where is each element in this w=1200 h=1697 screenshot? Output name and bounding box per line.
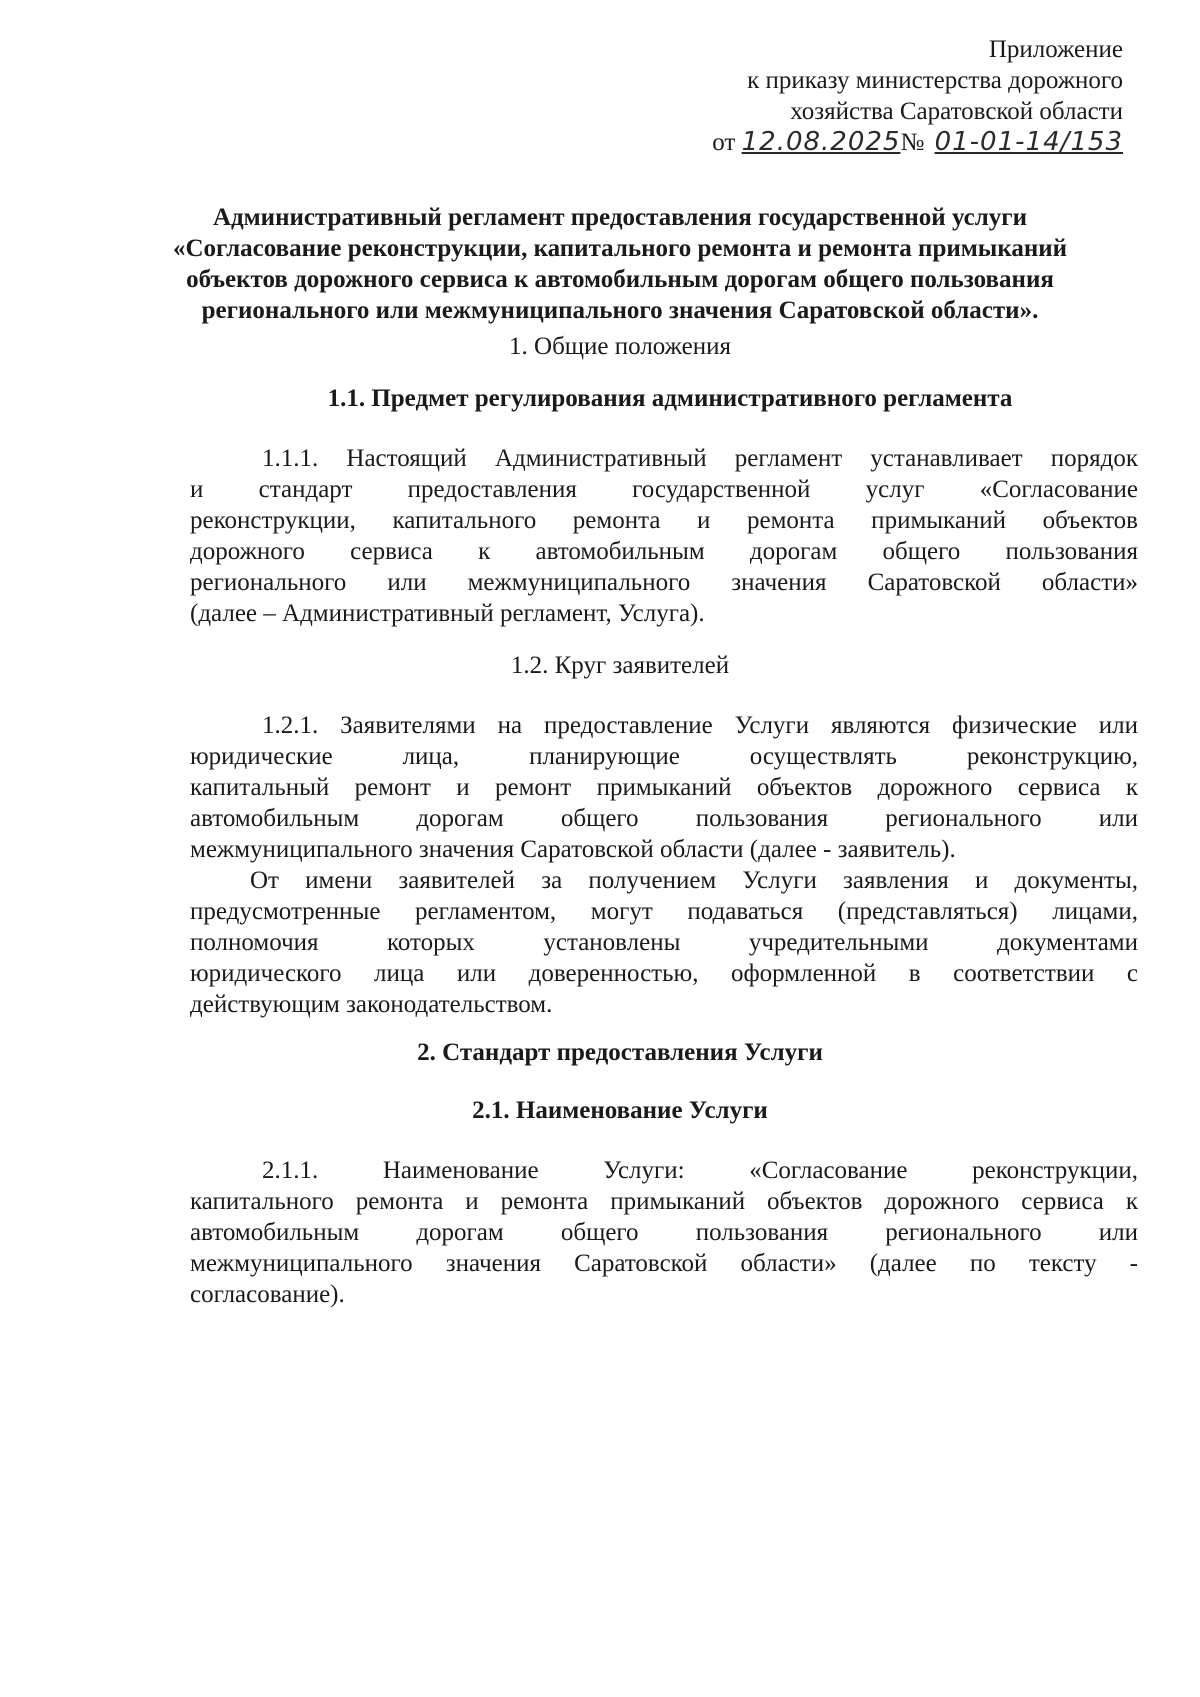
- paragraph-line: и стандарт предоставления государственной услуг «Согласование: [190, 476, 1138, 503]
- handwritten-date: 12.08.2025: [741, 127, 901, 157]
- subsection-heading-1-2: 1.2. Круг заявителей: [510, 652, 730, 679]
- paragraph-line: дорожного сервиса к автомобильным дорогам общего пользования: [190, 538, 1138, 565]
- appendix-label: Приложение: [988, 36, 1123, 63]
- handwritten-number: 01-01-14/153: [934, 127, 1123, 157]
- title-line: Административный регламент предоставления государственной услуги: [212, 204, 1028, 231]
- appendix-ministry-line: хозяйства Саратовской области: [790, 98, 1123, 125]
- appendix-date-number-line: [423, 127, 1123, 158]
- paragraph-line: автомобильным дорогам общего пользования регионального или: [190, 805, 1138, 832]
- section-heading-2: 2. Стандарт предоставления Услуги: [417, 1039, 823, 1066]
- paragraph-line: согласование).: [190, 1281, 345, 1308]
- section-heading-1: 1. Общие положения: [509, 333, 731, 360]
- paragraph-line: действующим законодательством.: [190, 991, 553, 1018]
- subsection-heading-2-1: 2.1. Наименование Услуги: [472, 1097, 768, 1124]
- paragraph-line: 1.2.1. Заявителями на предоставление Услуги являются физические или: [262, 712, 1138, 739]
- paragraph-line: капитальный ремонт и ремонт примыканий объектов дорожного сервиса к: [190, 774, 1138, 801]
- title-line: объектов дорожного сервиса к автомобильным дорогам общего пользования: [186, 266, 1054, 293]
- paragraph-line: регионального или межмуниципального значения Саратовской области»: [190, 569, 1138, 596]
- paragraph-line: полномочия которых установлены учредительными документами: [190, 929, 1138, 956]
- paragraph-line: капитального ремонта и ремонта примыканий объектов дорожного сервиса к: [190, 1188, 1138, 1215]
- paragraph-line: межмуниципального значения Саратовской области (далее - заявитель).: [190, 836, 956, 863]
- paragraph-line: (далее – Административный регламент, Услуга).: [190, 600, 705, 627]
- document-title: [170, 202, 1070, 326]
- paragraph-line: реконструкции, капитального ремонта и ремонта примыканий объектов: [190, 507, 1138, 534]
- title-line: регионального или межмуниципального значения Саратовской области».: [201, 297, 1039, 324]
- appendix-header: [423, 34, 1123, 158]
- paragraph-line: 2.1.1. Наименование Услуги: «Согласование реконструкции,: [262, 1157, 1138, 1184]
- paragraph-line: От имени заявителей за получением Услуги заявления и документы,: [250, 867, 1138, 894]
- paragraph-line: юридического лица или доверенностью, оформленной в соответствии с: [190, 960, 1138, 987]
- paragraph-line: предусмотренные регламентом, могут подаваться (представляться) лицами,: [190, 898, 1138, 925]
- number-prefix: №: [900, 129, 925, 156]
- title-line: «Согласование реконструкции, капитального ремонта и ремонта примыканий: [172, 235, 1068, 262]
- date-prefix: от: [712, 129, 736, 156]
- appendix-order-line: к приказу министерства дорожного: [747, 67, 1123, 94]
- paragraph-line: автомобильным дорогам общего пользования регионального или: [190, 1219, 1138, 1246]
- paragraph-line: юридические лица, планирующие осуществлять реконструкцию,: [190, 743, 1138, 770]
- paragraph-line: межмуниципального значения Саратовской области» (далее по тексту -: [190, 1250, 1138, 1277]
- subsection-heading-1-1: 1.1. Предмет регулирования административного регламента: [327, 385, 1013, 412]
- paragraph-line: 1.1.1. Настоящий Административный регламент устанавливает порядок: [262, 445, 1138, 472]
